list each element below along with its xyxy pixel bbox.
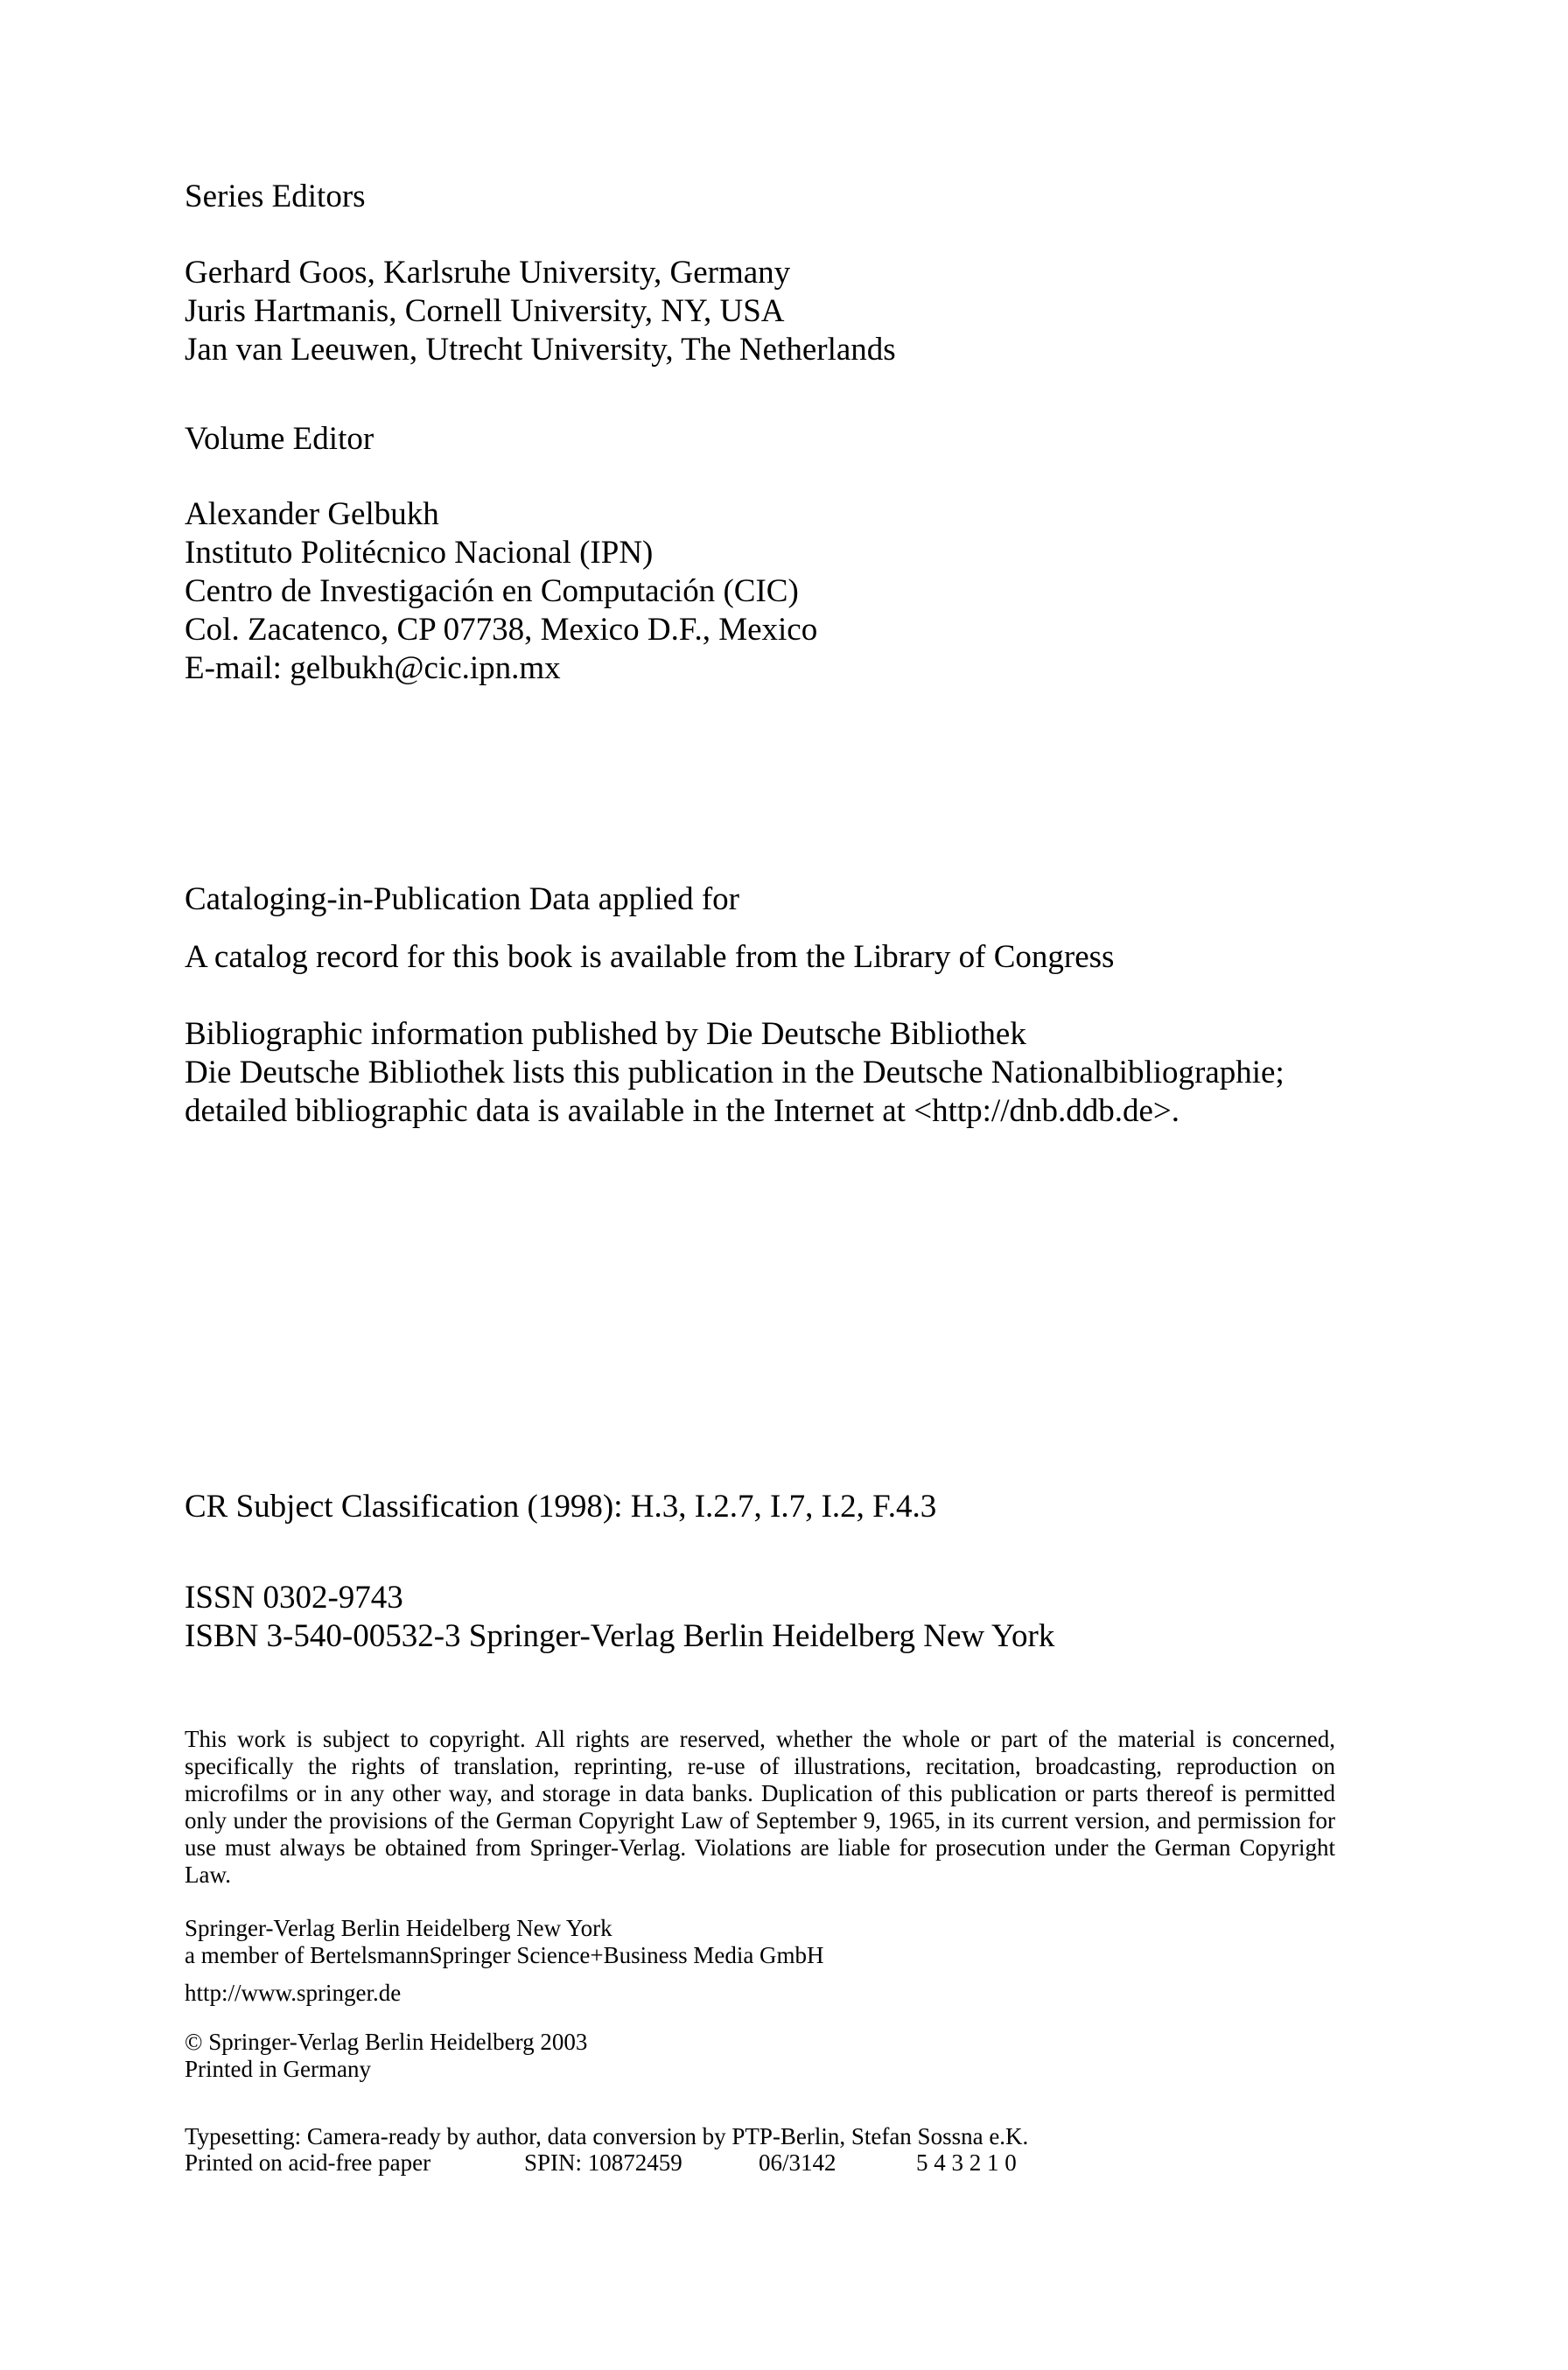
publisher-line: Springer-Verlag Berlin Heidelberg New York: [185, 1915, 612, 1941]
copyright-notice: This work is subject to copyright. All rights are reserved, whether the whole or part of the material is concerned, specifically the rights of translation, reprinting, re-use of illustrations, recitation, broadcasting, reproduction on microfilms or in any other way, and storage in data banks. Duplication of this publication or parts thereof is permitted only under the provisions of the German Copyright Law of September 9, 1965, in its current version, and permission for use must always be obtained from Springer-Verlag. Violations are liable for prosecution under the German Copyright Law.: [185, 1726, 1335, 1888]
publisher-info: [185, 1915, 824, 1969]
series-editors-list: [185, 254, 896, 369]
copyright-holder: © Springer-Verlag Berlin Heidelberg 2003: [185, 2029, 588, 2055]
publisher-line: a member of BertelsmannSpringer Science+Business Media GmbH: [185, 1942, 824, 1968]
printing-meta-row: [185, 2149, 1017, 2177]
printed-in: Printed in Germany: [185, 2056, 371, 2082]
issn: ISSN 0302-9743: [185, 1580, 403, 1616]
series-editor-line: Juris Hartmanis, Cornell University, NY, USA: [185, 293, 785, 329]
series-editors-heading: Series Editors: [185, 179, 366, 214]
volume-editor-line: Instituto Politécnico Nacional (IPN): [185, 535, 654, 571]
copyright-line: [185, 2029, 587, 2083]
volume-editor-line: Alexander Gelbukh: [185, 496, 439, 532]
volume-editor-email: E-mail: gelbukh@cic.ipn.mx: [185, 650, 561, 686]
series-editor-line: Jan van Leeuwen, Utrecht University, The Netherlands: [185, 332, 896, 368]
cip-statement: Cataloging-in-Publication Data applied for: [185, 881, 739, 917]
bibliographic-line: Die Deutsche Bibliothek lists this publication in the Deutsche Nationalbibliographie;: [185, 1055, 1284, 1090]
print-code: 06/3142: [759, 2149, 836, 2176]
bibliographic-info: [185, 1015, 1284, 1131]
volume-editor-line: Col. Zacatenco, CP 07738, Mexico D.F., Mexico: [185, 612, 818, 648]
bibliographic-line: Bibliographic information published by Die Deutsche Bibliothek: [185, 1016, 1026, 1052]
series-editor-line: Gerhard Goos, Karlsruhe University, Germany: [185, 255, 791, 291]
loc-statement: A catalog record for this book is available from the Library of Congress: [185, 939, 1115, 975]
volume-editor-line: Centro de Investigación en Computación (CIC): [185, 573, 799, 609]
bibliographic-line: detailed bibliographic data is available in the Internet at <http://dnb.ddb.de>.: [185, 1093, 1180, 1129]
typesetting-info: Typesetting: Camera-ready by author, data conversion by PTP-Berlin, Stefan Sossna e.K.: [185, 2123, 1029, 2149]
issn-isbn: [185, 1579, 1054, 1656]
cr-classification: CR Subject Classification (1998): H.3, I.2.7, I.7, I.2, F.4.3: [185, 1489, 937, 1525]
isbn: ISBN 3-540-00532-3 Springer-Verlag Berlin Heidelberg New York: [185, 1618, 1055, 1654]
volume-editor-address: [185, 495, 817, 688]
spin-number: SPIN: 10872459: [524, 2149, 682, 2176]
volume-editor-heading: Volume Editor: [185, 421, 374, 457]
publisher-url: http://www.springer.de: [185, 1980, 402, 2006]
print-run: 5 4 3 2 1 0: [916, 2149, 1017, 2176]
paper-note: Printed on acid-free paper: [185, 2149, 431, 2176]
